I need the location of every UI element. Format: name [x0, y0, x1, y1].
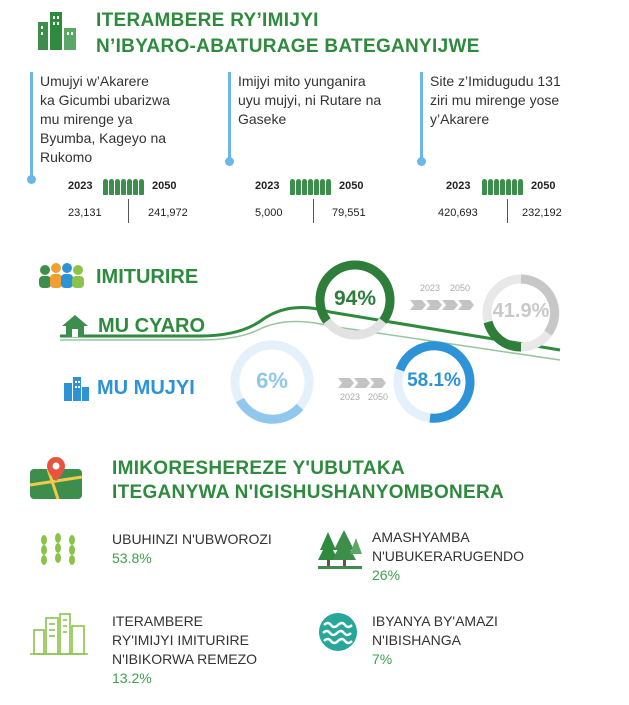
- arrow-year-2050: 2050: [368, 392, 389, 402]
- year-2050: 2050: [339, 180, 364, 192]
- landuse-title-line1: IMIKORESHEREZE Y'UBUTAKA: [112, 458, 405, 479]
- settlement-title: IMITURIRE: [96, 266, 199, 288]
- card-line: Rukomo: [40, 149, 93, 165]
- urban-2023-value: 6%: [256, 368, 288, 393]
- landuse-percent: 7%: [372, 651, 393, 667]
- value-2023: 5,000: [255, 207, 283, 219]
- landuse-percent: 53.8%: [112, 550, 152, 566]
- card-rutare: [228, 72, 418, 129]
- urban-2050-value: 58.1%: [407, 370, 461, 391]
- gauge-urban-2023-arc: [240, 400, 300, 419]
- arrow-rural: [410, 300, 474, 310]
- page-title-line1: ITERAMBERE RY’IMIJYI: [96, 10, 319, 31]
- year-2050: 2050: [152, 180, 177, 192]
- water-icon: [318, 612, 358, 652]
- people-icon: [482, 175, 523, 195]
- city-outline-icon: [30, 612, 88, 656]
- arrow-year-2050: 2050: [450, 283, 471, 293]
- house-icon: [60, 313, 90, 339]
- landuse-label: AMASHYAMBA: [372, 529, 470, 545]
- value-2023: 420,693: [438, 207, 478, 219]
- card-line: ziri mu mirenge yose: [430, 92, 560, 108]
- card-imidugudu: [420, 72, 610, 129]
- wheat-icon: [36, 530, 80, 570]
- card-line: mu mirenge ya: [40, 111, 133, 127]
- map-pin-icon: [28, 455, 84, 501]
- landuse-forest: [372, 528, 524, 585]
- card-line: Gaseke: [238, 111, 287, 127]
- year-2023: 2023: [68, 180, 93, 192]
- landuse-water: [372, 612, 498, 669]
- card-line: ka Gicumbi ubarizwa: [40, 92, 170, 108]
- landuse-title-line2: ITEGANYWA N'IGISHUSHANYOMBONERA: [112, 482, 505, 503]
- people-icon: [103, 175, 144, 195]
- arrow-urban: [338, 378, 386, 388]
- landuse-label: RY'IMIJYI IMITURIRE: [112, 632, 249, 648]
- value-2050: 232,192: [522, 207, 562, 219]
- value-2050: 241,972: [148, 207, 188, 219]
- landuse-label: N'IBISHANGA: [372, 632, 462, 648]
- year-2023: 2023: [255, 180, 280, 192]
- settlement-graphic: [0, 240, 629, 450]
- card-line: Umujyi w’Akarere: [40, 73, 149, 89]
- landuse-percent: 13.2%: [112, 670, 152, 686]
- arrow-year-2023: 2023: [340, 392, 361, 402]
- landuse-label: IBYANYA BY'AMAZI: [372, 613, 498, 629]
- card-line: Imijyi mito yunganira: [238, 73, 366, 89]
- card-line: Site z’Imidugudu 131: [430, 73, 561, 89]
- rural-2050-value: 41.9%: [492, 300, 550, 322]
- landuse-label: ITERAMBERE: [112, 613, 204, 629]
- landuse-percent: 26%: [372, 567, 401, 583]
- landuse-label: UBUHINZI N'UBWOROZI: [112, 531, 272, 547]
- year-2050: 2050: [531, 180, 556, 192]
- card-line: Byumba, Kageyo na: [40, 130, 167, 146]
- page-title-line2: N’IBYARO-ABATURAGE BATEGANYIJWE: [96, 36, 480, 57]
- buildings-icon: [62, 375, 90, 401]
- value-2023: 23,131: [68, 207, 102, 219]
- rural-label: MU CYARO: [98, 315, 206, 337]
- gauge-rural-2050-arc2: [488, 322, 521, 347]
- landuse-label: N'IBIKORWA REMEZO: [112, 651, 258, 667]
- year-2023: 2023: [446, 180, 471, 192]
- landuse-label: N'UBUKERARUGENDO: [372, 548, 525, 564]
- arrow-year-2023: 2023: [420, 283, 441, 293]
- people-group-icon: [36, 262, 86, 288]
- landuse-urban: [112, 612, 257, 688]
- card-line: y’Akarere: [430, 111, 490, 127]
- people-icon: [290, 175, 331, 195]
- rural-2023-value: 94%: [333, 287, 377, 310]
- city-icon: [36, 8, 80, 50]
- forest-icon: [318, 528, 362, 570]
- value-2050: 79,551: [332, 207, 366, 219]
- card-line: uyu mujyi, ni Rutare na: [238, 92, 382, 108]
- landuse-agriculture: [112, 530, 272, 568]
- card-byumba: [30, 72, 205, 167]
- urban-label: MU MUJYI: [97, 377, 195, 399]
